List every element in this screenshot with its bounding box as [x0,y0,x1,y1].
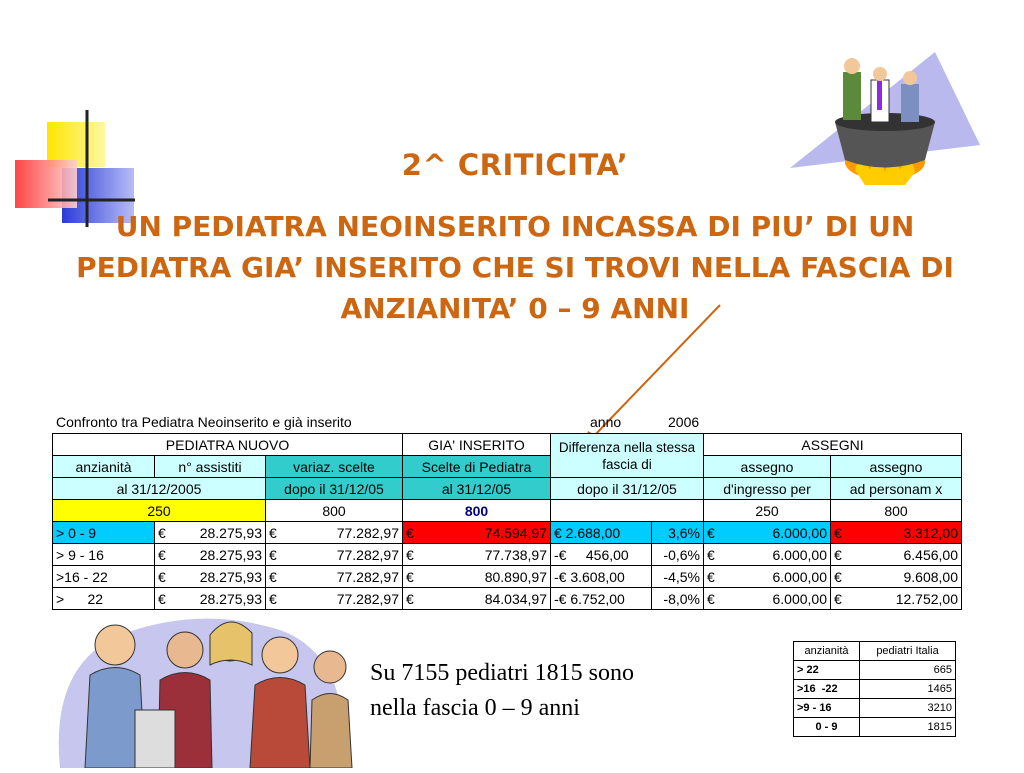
cell-assistiti: 28.275,93 [199,568,262,585]
header-date-1: al 31/12/2005 [53,478,266,500]
cell-fascia: > 0 - 9 [53,522,155,544]
cell-fascia: > 22 [794,661,860,680]
value-800-b: 800 [403,500,551,522]
cell-diff: -€ 456,00 [551,544,652,566]
table-row [794,699,956,718]
header-assegni: ASSEGNI [704,434,962,456]
cell-personam: 12.752,00 [895,590,958,607]
comparison-table [52,433,962,610]
slide-title: 2^ CRITICITA’ [401,148,629,182]
header-ingresso: d'ingresso per [704,478,831,500]
cell-assistiti: 28.275,93 [199,546,262,563]
cell-personam: 6.456,00 [903,546,958,563]
euro-sign: € [707,568,715,585]
note-text [370,656,634,726]
cell-count: 1465 [860,680,956,699]
cell-personam: 9.608,00 [903,568,958,585]
header-assegno-2: assegno [831,456,962,478]
header-assegno-1: assegno [704,456,831,478]
cell-fascia: >9 - 16 [794,699,860,718]
header-date-3: al 31/12/05 [403,478,551,500]
header-date-4: dopo il 31/12/05 [551,478,704,500]
cell-variaz: 77.282,97 [336,546,399,563]
euro-sign: € [834,546,842,563]
cell-fascia: >16 -22 [794,680,860,699]
anno-label: anno [590,414,622,430]
cell-assistiti: 28.275,93 [199,590,262,607]
note-line-2: nella fascia 0 – 9 anni [370,695,580,721]
people-group-clipart [40,605,360,768]
euro-sign: € [834,568,842,585]
cell-scelte: 74.594,97 [484,524,547,541]
table-row [53,522,962,544]
cell-ingresso: 6.000,00 [772,590,827,607]
table-row [794,661,956,680]
cell-perc: -4,5% [652,566,704,588]
euro-sign: € [707,546,715,563]
header-anzianita: anzianità [794,642,860,661]
header-date-2: dopo il 31/12/05 [266,478,403,500]
euro-sign: € [269,546,277,563]
cell-perc: -0,6% [652,544,704,566]
header-assistiti: n° assistiti [155,456,266,478]
table-caption: Confronto tra Pediatra Neoinserito e già inserito [56,414,352,430]
slide-subtitle: UN PEDIATRA NEOINSERITO INCASSA DI PIU’ DI UN PEDIATRA GIA’ INSERITO CHE SI TROVI NELLA FASCIA DI ANZIANITA’ 0 – 9 ANNI [76,210,954,325]
euro-sign: € [269,568,277,585]
euro-sign: € [707,590,715,607]
euro-sign: € [158,524,166,541]
cauldron-clipart [785,50,985,200]
header-differenza: Differenza nella stessa fascia di [551,434,704,478]
value-800-a: 800 [266,500,403,522]
table-row [794,718,956,737]
header-gia-inserito: GIA' INSERITO [403,434,551,456]
cell-fascia: > 22 [53,588,155,610]
cell-variaz: 77.282,97 [336,568,399,585]
cell-count: 665 [860,661,956,680]
cell-scelte: 84.034,97 [484,590,547,607]
value-empty [551,500,704,522]
cell-ingresso: 6.000,00 [772,568,827,585]
header-variaz: variaz. scelte [266,456,403,478]
cell-personam: 3.312,00 [903,524,958,541]
cell-perc: -8,0% [652,588,704,610]
euro-sign: € [406,524,414,541]
anno-value: 2006 [668,414,700,430]
euro-sign: € [269,590,277,607]
header-anzianita: anzianità [53,456,155,478]
euro-sign: € [406,568,414,585]
euro-sign: € [834,590,842,607]
euro-sign: € [406,590,414,607]
arrow-pointer [560,300,740,450]
cell-fascia: > 9 - 16 [53,544,155,566]
euro-sign: € [707,524,715,541]
cell-ingresso: 6.000,00 [772,546,827,563]
euro-sign: € [406,546,414,563]
cell-variaz: 77.282,97 [336,590,399,607]
value-800-c: 800 [831,500,962,522]
value-250: 250 [53,500,266,522]
euro-sign: € [158,546,166,563]
cell-variaz: 77.282,97 [336,524,399,541]
cell-scelte: 80.890,97 [484,568,547,585]
cell-fascia: 0 - 9 [794,718,860,737]
euro-sign: € [834,524,842,541]
cell-ingresso: 6.000,00 [772,524,827,541]
cell-fascia: >16 - 22 [53,566,155,588]
cell-diff: -€ 6.752,00 [551,588,652,610]
value-250-b: 250 [704,500,831,522]
cell-scelte: 77.738,97 [484,546,547,563]
cell-assistiti: 28.275,93 [199,524,262,541]
table-row [53,544,962,566]
cell-count: 3210 [860,699,956,718]
pediatri-italia-table [793,641,956,737]
cell-diff: -€ 3.608,00 [551,566,652,588]
cell-diff: € 2.688,00 [551,522,652,544]
euro-sign: € [269,524,277,541]
header-pediatra-nuovo: PEDIATRA NUOVO [53,434,403,456]
header-scelte: Scelte di Pediatra [403,456,551,478]
note-line-1: Su 7155 pediatri 1815 sono [370,660,634,686]
header-personam: ad personam x [831,478,962,500]
header-pediatri: pediatri Italia [860,642,956,661]
euro-sign: € [158,568,166,585]
euro-sign: € [158,590,166,607]
cell-perc: 3,6% [652,522,704,544]
table-row [53,566,962,588]
cell-count: 1815 [860,718,956,737]
table-row [794,680,956,699]
